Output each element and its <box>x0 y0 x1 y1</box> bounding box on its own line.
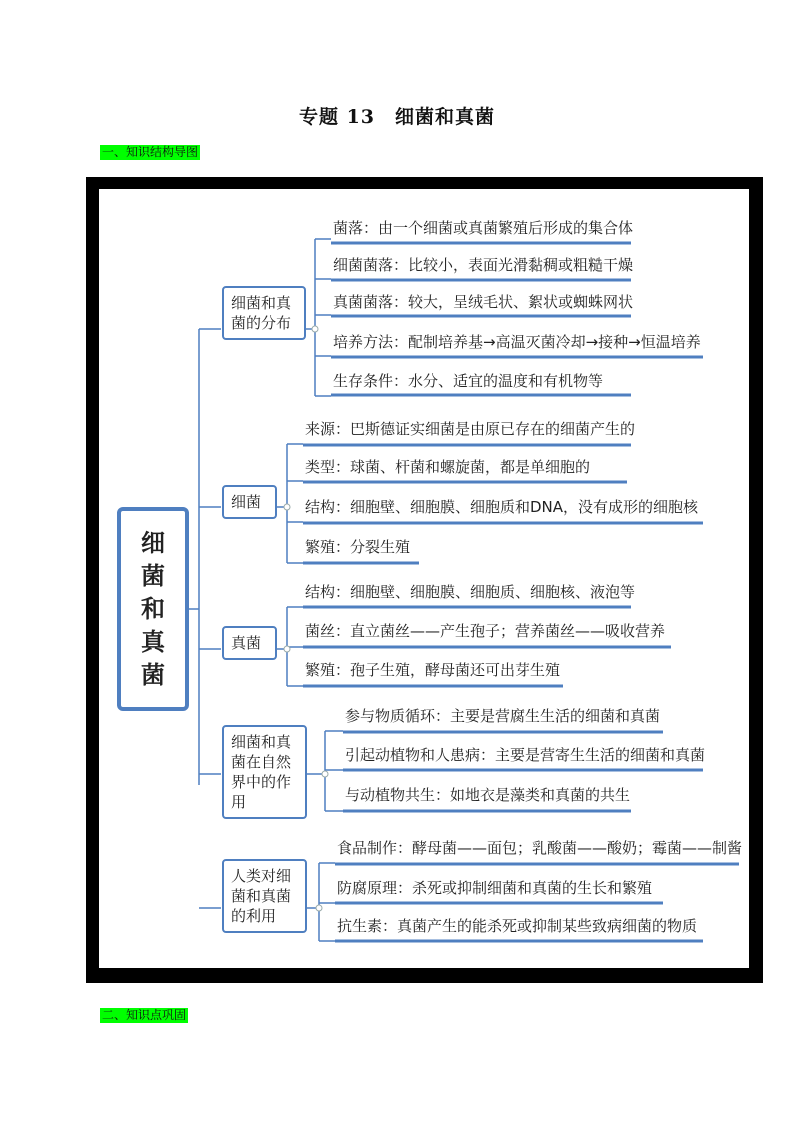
leaf-item: 真菌菌落：较大，呈绒毛状、絮状或蜘蛛网状 <box>333 293 634 311</box>
root-connector <box>189 329 221 908</box>
leaf-item: 结构：细胞壁、细胞膜、细胞质和DNA，没有成形的细胞核 <box>305 498 699 516</box>
mindmap-frame <box>86 177 763 983</box>
leaf-item: 类型：球菌、杆菌和螺旋菌，都是单细胞的 <box>305 458 591 476</box>
leaf-item: 引起动植物和人患病：主要是营寄生生活的细菌和真菌 <box>345 746 706 764</box>
leaf-item: 繁殖：孢子生殖，酵母菌还可出芽生殖 <box>305 661 561 679</box>
leaf-item: 结构：细胞壁、细胞膜、细胞质、细胞核、液泡等 <box>305 583 636 601</box>
section-heading-structure: 一、知识结构导图 <box>102 145 199 159</box>
leaf-item: 生存条件：水分、适宜的温度和有机物等 <box>333 372 604 390</box>
leaf-item: 抗生素：真菌产生的能杀死或抑制某些致病细菌的物质 <box>337 917 698 935</box>
branch-human-use: 人类对细菌和真菌的利用 <box>222 859 307 933</box>
root-char: 菌 <box>141 561 165 590</box>
leaf-item: 菌丝：直立菌丝——产生孢子；营养菌丝——吸收营养 <box>305 622 666 640</box>
leaf-item: 来源：巴斯德证实细菌是由原已存在的细菌产生的 <box>305 420 636 438</box>
leaf-item: 食品制作：酵母菌——面包；乳酸菌——酸奶；霉菌——制酱 <box>337 839 743 857</box>
root-char: 菌 <box>141 660 165 689</box>
leaf-item: 参与物质循环：主要是营腐生生活的细菌和真菌 <box>345 707 661 725</box>
branch-bacteria: 细菌 <box>222 485 277 519</box>
leaf-item: 防腐原理：杀死或抑制细菌和真菌的生长和繁殖 <box>337 879 653 897</box>
branch-fungi: 真菌 <box>222 626 277 660</box>
leaf-item: 细菌菌落：比较小，表面光滑黏稠或粗糙干燥 <box>333 256 634 274</box>
leaf-item: 与动植物共生：如地衣是藻类和真菌的共生 <box>345 786 631 804</box>
leaf-item: 繁殖：分裂生殖 <box>305 538 411 556</box>
mindmap-canvas <box>99 189 749 968</box>
section-heading-review: 二、知识点巩固 <box>102 1008 187 1022</box>
leaf-item: 菌落：由一个细菌或真菌繁殖后形成的集合体 <box>333 219 634 237</box>
branch-role-in-nature: 细菌和真菌在自然界中的作用 <box>222 725 307 819</box>
root-char: 和 <box>141 594 165 623</box>
root-char: 细 <box>141 528 165 557</box>
mindmap-root <box>117 507 189 711</box>
root-char: 真 <box>141 627 165 656</box>
branch-distribution: 细菌和真菌的分布 <box>222 286 306 340</box>
branch1-connector <box>305 239 315 396</box>
page-title: 专题 13 细菌和真菌 <box>298 106 496 128</box>
leaf-item: 培养方法：配制培养基→高温灭菌冷却→接种→恒温培养 <box>333 333 701 351</box>
